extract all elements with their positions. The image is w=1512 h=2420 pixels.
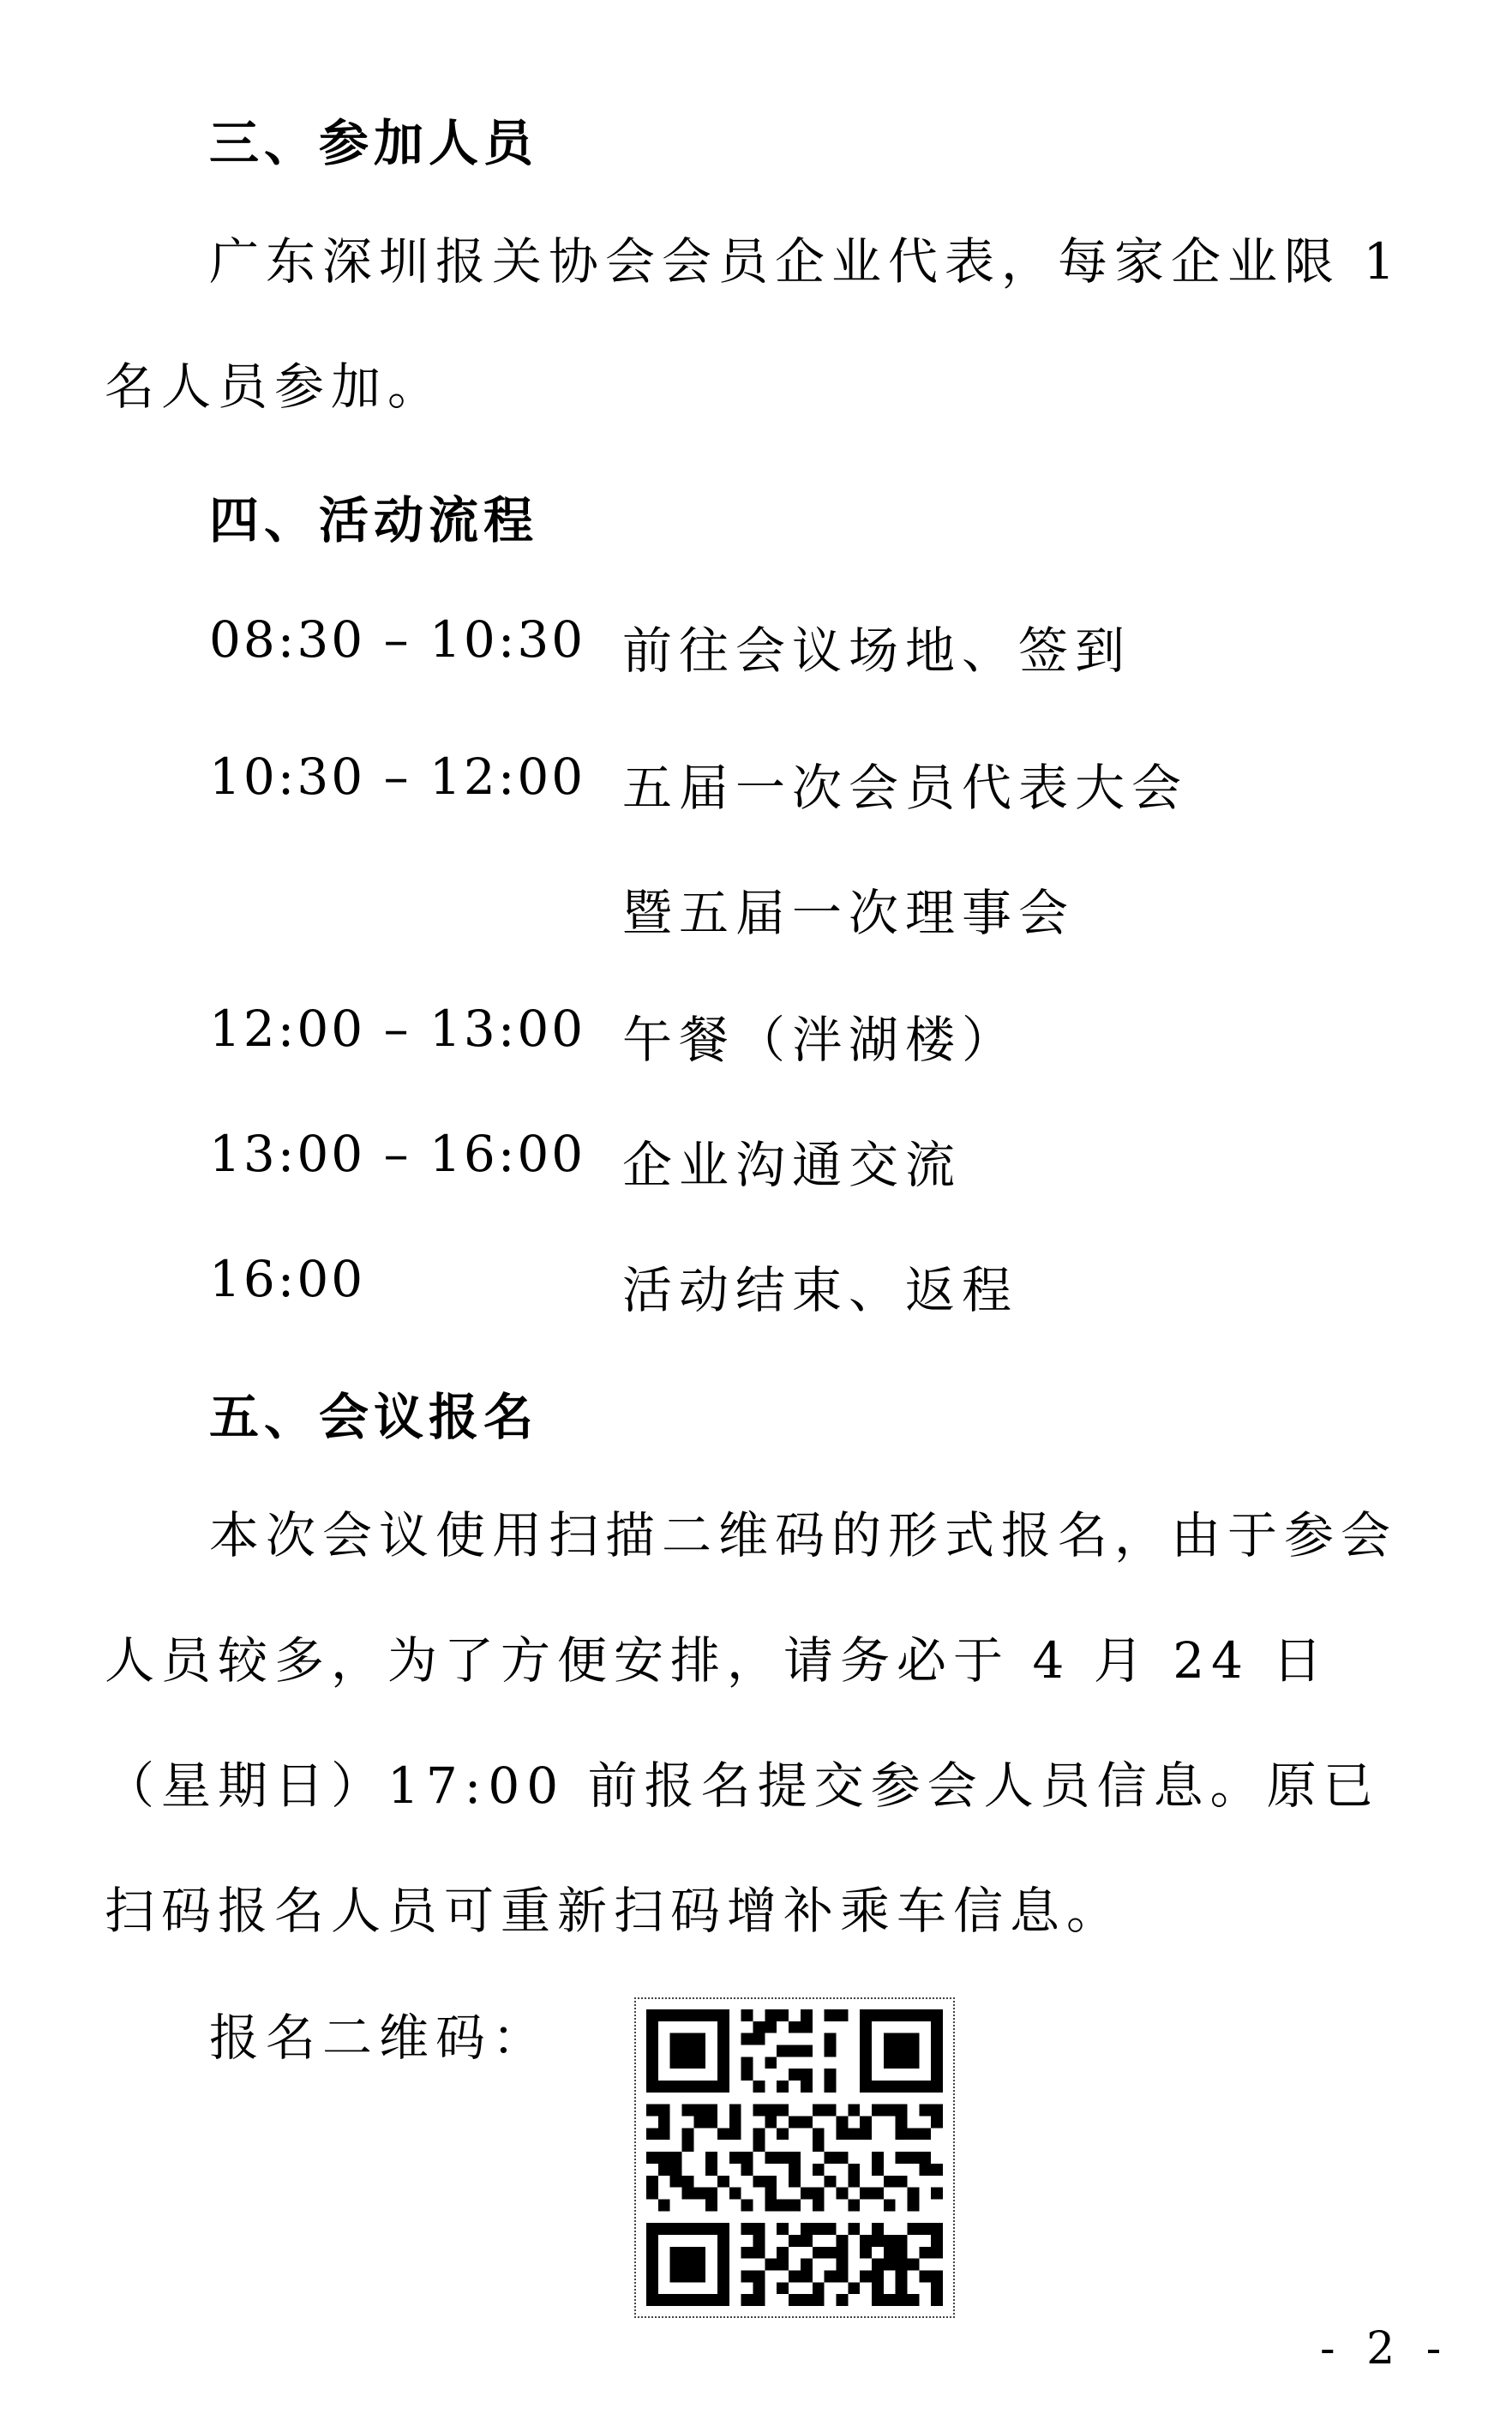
qr-label: 报名二维码：: [209, 2009, 549, 2067]
registration-paragraph: [105, 1473, 1407, 1973]
schedule-item: 活动结束、返程: [622, 1261, 1019, 1319]
schedule-time: 16:00: [209, 1250, 366, 1308]
participants-text: 广东深圳报关协会会员企业代表，每家企业限 1 名人员参加。: [105, 232, 1402, 416]
schedule-item: 午餐（泮湖楼）: [622, 1011, 1019, 1069]
schedule-item: 五届一次会员代表大会: [622, 759, 1189, 817]
qr-code-image: [646, 2009, 943, 2306]
schedule-item: 暨五届一次理事会: [622, 884, 1076, 942]
participants-paragraph: [105, 199, 1407, 449]
section-heading-participants: 三、参加人员: [209, 114, 539, 172]
schedule-time: 08:30 – 10:30: [209, 610, 586, 669]
schedule-item: 企业沟通交流: [622, 1136, 963, 1194]
page-number: - 2 -: [1320, 2323, 1450, 2375]
section-heading-registration: 五、会议报名: [209, 1388, 539, 1446]
qr-code-icon[interactable]: [634, 1997, 955, 2318]
schedule-time: 10:30 – 12:00: [209, 748, 586, 806]
registration-text: 本次会议使用扫描二维码的形式报名，由于参会人员较多，为了方便安排，请务必于 4 月 24 日（星期日）17:00 前报名提交参会人员信息。原已扫码报名人员可重新扫码增补乘车信息。: [105, 1506, 1398, 1940]
schedule-time: 12:00 – 13:00: [209, 1000, 586, 1058]
schedule-item: 前往会议场地、签到: [622, 622, 1132, 680]
section-heading-agenda: 四、活动流程: [209, 491, 539, 549]
schedule-time: 13:00 – 16:00: [209, 1125, 586, 1183]
